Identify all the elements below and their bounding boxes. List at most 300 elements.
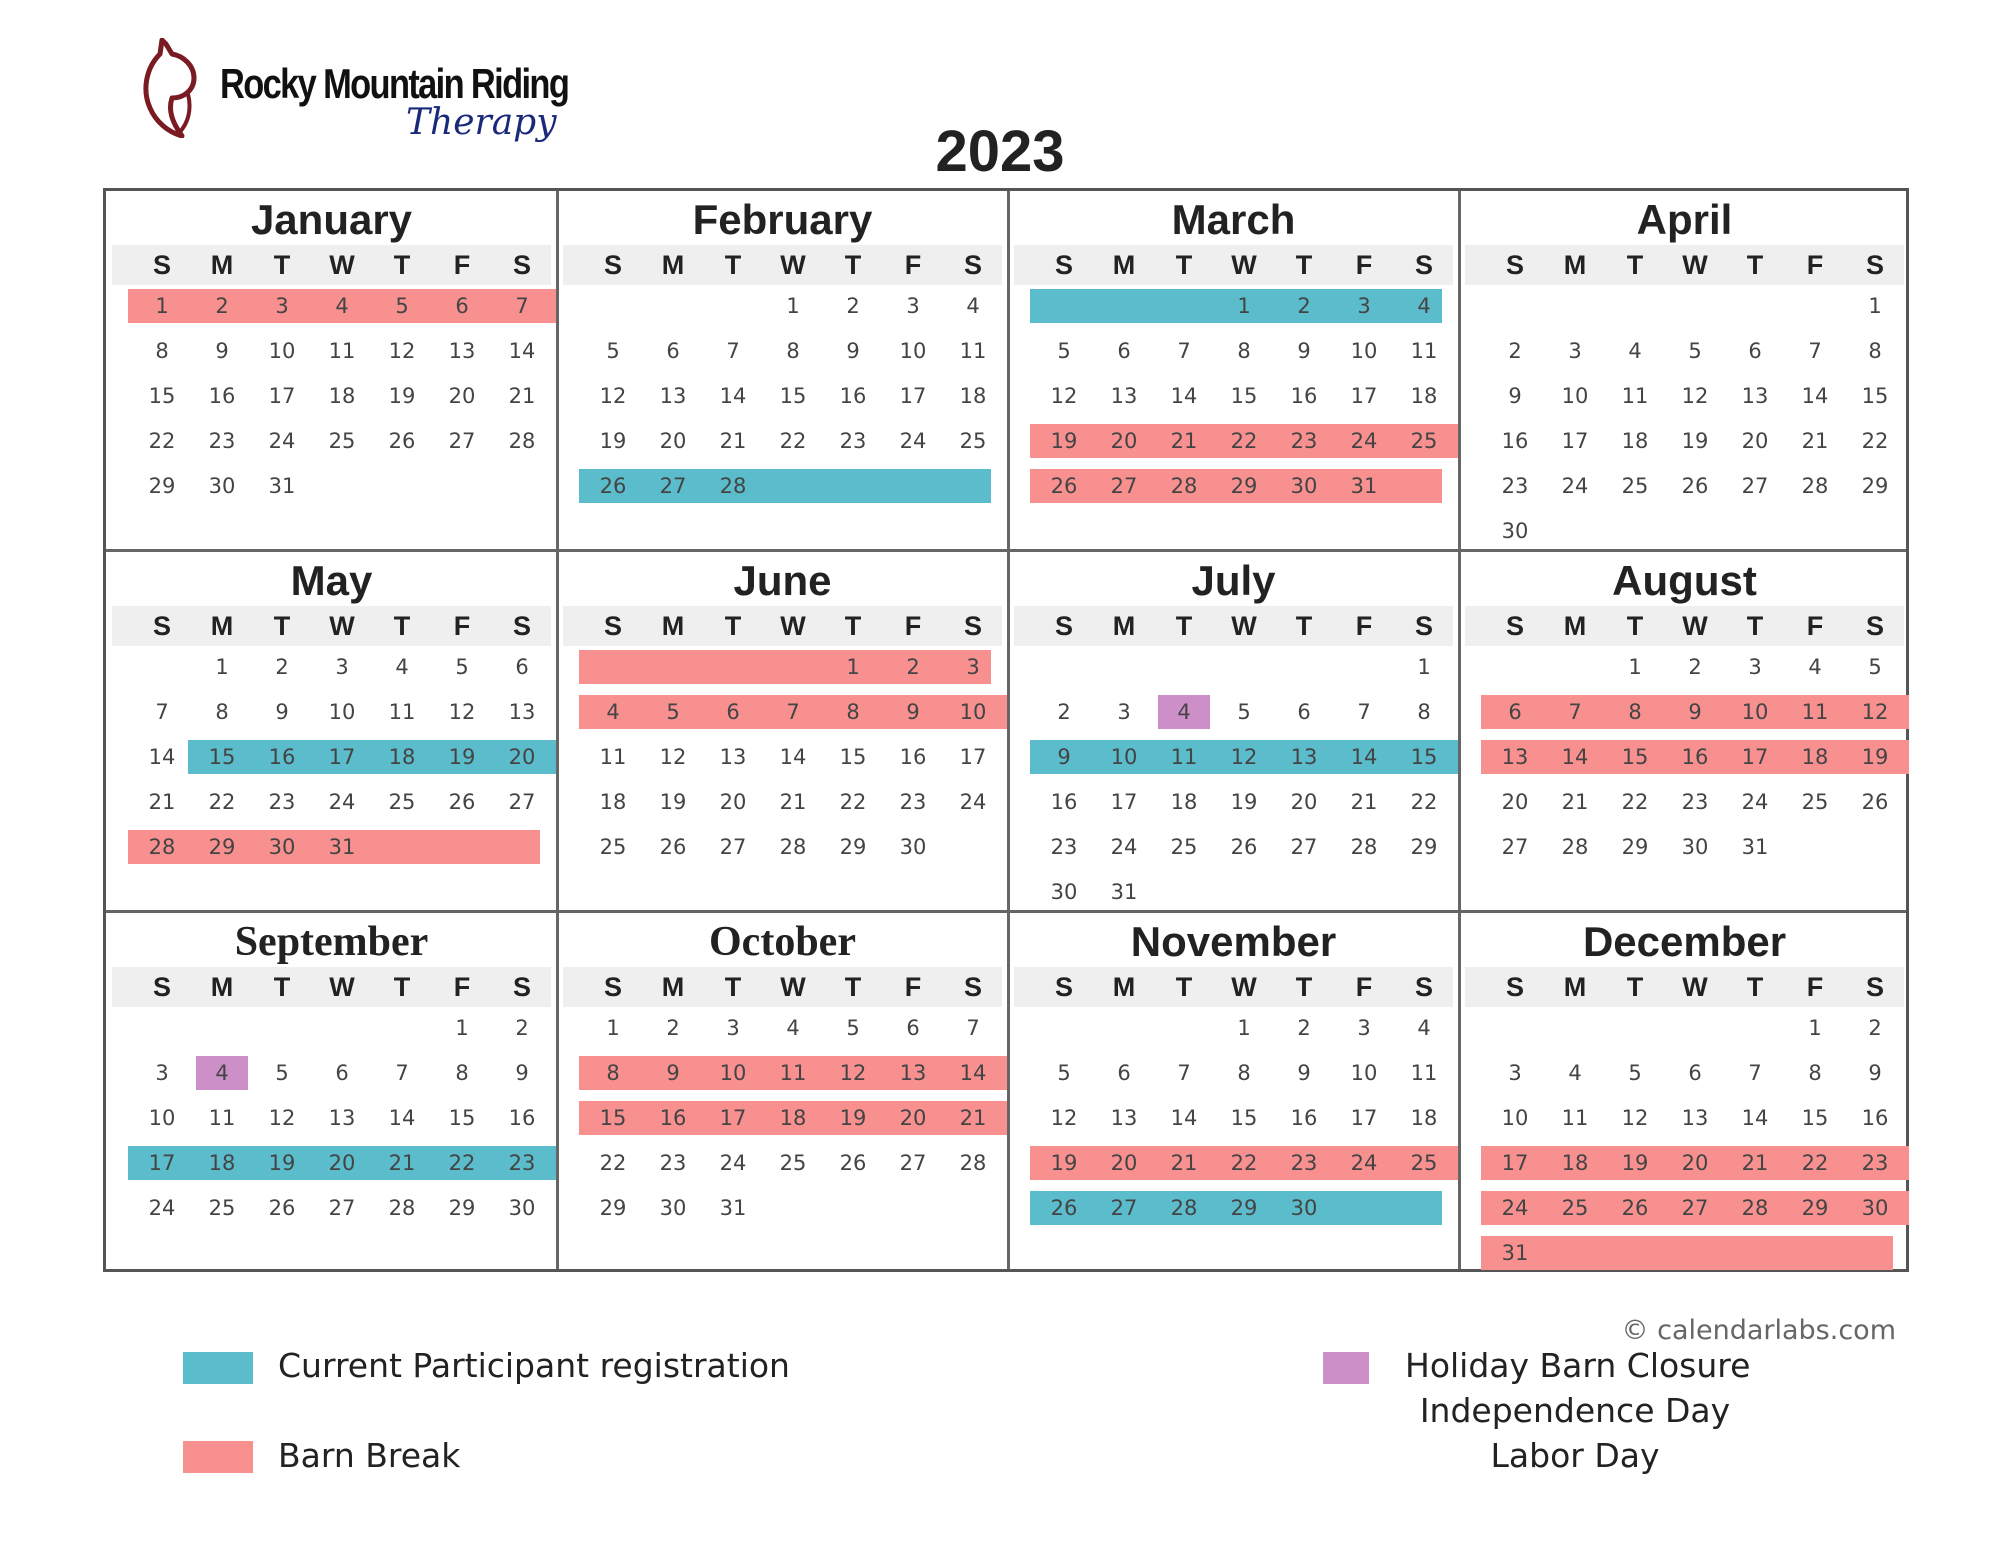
day-cell: 9 [1688, 700, 1702, 724]
day-cell: 28 [1741, 1196, 1769, 1220]
day-cell: 21 [148, 790, 176, 814]
day-cell: 13 [659, 384, 687, 408]
day-cell: 25 [388, 790, 416, 814]
weekday-label: T [1295, 972, 1313, 1002]
day-cell: 19 [388, 384, 416, 408]
day-cell: 16 [508, 1106, 536, 1130]
day-cell: 9 [515, 1061, 529, 1085]
day-cell: 25 [328, 429, 356, 453]
weekday-label: T [1746, 250, 1764, 280]
day-cell: 19 [599, 429, 627, 453]
day-cell: 31 [1741, 835, 1769, 859]
day-cell: 12 [1621, 1106, 1649, 1130]
day-cell: 25 [1410, 429, 1438, 453]
day-cell: 25 [1561, 1196, 1589, 1220]
weekday-label: T [1295, 250, 1313, 280]
day-cell: 23 [1501, 474, 1529, 498]
month-march [1008, 191, 1459, 552]
day-cell: 2 [1688, 655, 1702, 679]
day-cell: 27 [1681, 1196, 1709, 1220]
day-cell: 18 [328, 384, 356, 408]
day-cell: 7 [726, 339, 740, 363]
day-cell: 14 [779, 745, 807, 769]
weekday-label: T [273, 250, 291, 280]
day-cell: 8 [786, 339, 800, 363]
day-cell: 1 [786, 294, 800, 318]
day-cell: 16 [208, 384, 236, 408]
day-cell: 12 [388, 339, 416, 363]
day-cell: 8 [1868, 339, 1882, 363]
day-cell: 14 [388, 1106, 416, 1130]
day-cell: 5 [1237, 700, 1251, 724]
day-cell: 22 [779, 429, 807, 453]
day-cell: 3 [335, 655, 349, 679]
day-cell: 21 [508, 384, 536, 408]
legend-swatch-barn-break [183, 1441, 253, 1473]
weekday-label: F [1355, 250, 1373, 280]
day-cell: 19 [1681, 429, 1709, 453]
day-cell: 4 [215, 1061, 229, 1085]
day-cell: 13 [1290, 745, 1318, 769]
day-cell: 1 [1868, 294, 1882, 318]
day-cell: 29 [1230, 474, 1258, 498]
day-cell: 14 [1170, 1106, 1198, 1130]
weekday-label: S [1505, 250, 1524, 280]
day-cell: 6 [1117, 339, 1131, 363]
day-cell: 9 [1868, 1061, 1882, 1085]
day-cell: 15 [148, 384, 176, 408]
weekday-label: W [329, 972, 355, 1002]
day-cell: 7 [155, 700, 169, 724]
day-cell: 29 [599, 1196, 627, 1220]
weekday-label: M [661, 250, 685, 280]
day-cell: 9 [215, 339, 229, 363]
day-cell: 2 [846, 294, 860, 318]
weekday-label: M [661, 611, 685, 641]
day-cell: 17 [1741, 745, 1769, 769]
day-cell: 8 [1417, 700, 1431, 724]
day-cell: 18 [1170, 790, 1198, 814]
month-title: September [234, 919, 429, 965]
day-cell: 11 [1170, 745, 1198, 769]
day-cell: 28 [1170, 1196, 1198, 1220]
month-february [557, 191, 1008, 552]
day-cell: 25 [1170, 835, 1198, 859]
day-cell: 28 [779, 835, 807, 859]
day-cell: 19 [1050, 1151, 1078, 1175]
day-cell: 14 [1350, 745, 1378, 769]
day-cell: 22 [839, 790, 867, 814]
day-cell: 20 [719, 790, 747, 814]
weekday-label: T [1626, 611, 1644, 641]
weekday-label: W [1231, 972, 1257, 1002]
day-cell: 27 [448, 429, 476, 453]
weekday-label: S [1505, 972, 1524, 1002]
weekday-label: S [152, 611, 171, 641]
day-cell: 19 [659, 790, 687, 814]
day-cell: 27 [1110, 1196, 1138, 1220]
weekday-label: T [273, 972, 291, 1002]
weekday-label: T [844, 250, 862, 280]
month-title: May [290, 557, 373, 604]
day-cell: 23 [1290, 1151, 1318, 1175]
day-cell: 27 [899, 1151, 927, 1175]
day-cell: 30 [1681, 835, 1709, 859]
day-cell: 18 [599, 790, 627, 814]
day-cell: 24 [1561, 474, 1589, 498]
day-cell: 26 [599, 474, 627, 498]
day-cell: 15 [1801, 1106, 1829, 1130]
weekday-label: S [1865, 250, 1884, 280]
day-cell: 24 [1501, 1196, 1529, 1220]
day-cell: 11 [1561, 1106, 1589, 1130]
day-cell: 4 [606, 700, 620, 724]
day-cell: 12 [1861, 700, 1889, 724]
day-cell: 27 [1110, 474, 1138, 498]
day-cell: 30 [659, 1196, 687, 1220]
day-cell: 22 [1410, 790, 1438, 814]
day-cell: 7 [1808, 339, 1822, 363]
day-cell: 24 [1110, 835, 1138, 859]
calendar-grid [103, 188, 1909, 1272]
weekday-label: T [1175, 611, 1193, 641]
day-cell: 17 [148, 1151, 176, 1175]
day-cell: 26 [388, 429, 416, 453]
day-cell: 19 [1230, 790, 1258, 814]
day-cell: 29 [1801, 1196, 1829, 1220]
day-cell: 9 [1057, 745, 1071, 769]
day-cell: 30 [1861, 1196, 1889, 1220]
day-cell: 16 [659, 1106, 687, 1130]
day-cell: 7 [1357, 700, 1371, 724]
day-cell: 29 [1621, 835, 1649, 859]
day-cell: 10 [959, 700, 987, 724]
day-cell: 4 [1568, 1061, 1582, 1085]
day-cell: 29 [448, 1196, 476, 1220]
day-cell: 30 [508, 1196, 536, 1220]
day-cell: 14 [1801, 384, 1829, 408]
day-cell: 8 [846, 700, 860, 724]
day-cell: 3 [275, 294, 289, 318]
day-cell: 29 [1861, 474, 1889, 498]
day-cell: 1 [1808, 1016, 1822, 1040]
day-cell: 13 [1501, 745, 1529, 769]
month-april [1459, 191, 1910, 552]
day-cell: 3 [966, 655, 980, 679]
day-cell: 7 [966, 1016, 980, 1040]
day-cell: 10 [148, 1106, 176, 1130]
day-cell: 7 [395, 1061, 409, 1085]
day-cell: 26 [839, 1151, 867, 1175]
weekday-label: W [1682, 250, 1708, 280]
weekday-label: T [844, 611, 862, 641]
weekday-label: S [1054, 250, 1073, 280]
day-cell: 30 [208, 474, 236, 498]
day-cell: 6 [515, 655, 529, 679]
weekday-label: S [603, 611, 622, 641]
day-cell: 8 [1237, 339, 1251, 363]
day-cell: 28 [1350, 835, 1378, 859]
day-cell: 10 [1741, 700, 1769, 724]
day-cell: 18 [208, 1151, 236, 1175]
day-cell: 5 [395, 294, 409, 318]
day-cell: 21 [1170, 1151, 1198, 1175]
weekday-label: F [1806, 250, 1824, 280]
day-cell: 8 [155, 339, 169, 363]
weekday-label: S [1054, 972, 1073, 1002]
weekday-label: T [844, 972, 862, 1002]
day-cell: 6 [666, 339, 680, 363]
day-cell: 24 [1350, 429, 1378, 453]
weekday-label: T [724, 972, 742, 1002]
weekday-label: T [1746, 611, 1764, 641]
day-cell: 27 [659, 474, 687, 498]
day-cell: 1 [155, 294, 169, 318]
day-cell: 7 [1568, 700, 1582, 724]
day-cell: 21 [1741, 1151, 1769, 1175]
day-cell: 29 [1410, 835, 1438, 859]
weekday-label: W [1682, 611, 1708, 641]
day-cell: 2 [1508, 339, 1522, 363]
day-cell: 26 [659, 835, 687, 859]
day-cell: 28 [719, 474, 747, 498]
day-cell: 20 [1290, 790, 1318, 814]
day-cell: 17 [1501, 1151, 1529, 1175]
day-cell: 5 [275, 1061, 289, 1085]
day-cell: 3 [906, 294, 920, 318]
weekday-label: W [329, 250, 355, 280]
weekday-label: S [963, 611, 982, 641]
day-cell: 15 [599, 1106, 627, 1130]
day-cell: 1 [1237, 294, 1251, 318]
weekday-label: M [1112, 972, 1136, 1002]
weekday-label: S [512, 611, 531, 641]
day-cell: 28 [1170, 474, 1198, 498]
day-cell: 7 [786, 700, 800, 724]
day-cell: 15 [208, 745, 236, 769]
day-cell: 6 [335, 1061, 349, 1085]
weekday-label: T [724, 611, 742, 641]
day-cell: 9 [275, 700, 289, 724]
day-cell: 8 [1808, 1061, 1822, 1085]
day-cell: 23 [1681, 790, 1709, 814]
day-cell: 8 [1628, 700, 1642, 724]
weekday-label: M [1563, 250, 1587, 280]
day-cell: 24 [148, 1196, 176, 1220]
day-cell: 3 [155, 1061, 169, 1085]
day-cell: 6 [1297, 700, 1311, 724]
day-cell: 17 [328, 745, 356, 769]
month-july [1008, 552, 1459, 913]
day-cell: 16 [1290, 1106, 1318, 1130]
day-cell: 2 [1297, 1016, 1311, 1040]
legend-label-registration: Current Participant registration [278, 1346, 790, 1385]
day-cell: 4 [1417, 1016, 1431, 1040]
weekday-label: T [393, 972, 411, 1002]
day-cell: 7 [1177, 1061, 1191, 1085]
month-title: December [1582, 918, 1787, 965]
day-cell: 24 [1350, 1151, 1378, 1175]
day-cell: 18 [1410, 384, 1438, 408]
day-cell: 17 [1350, 384, 1378, 408]
day-cell: 6 [906, 1016, 920, 1040]
day-cell: 18 [959, 384, 987, 408]
month-august [1459, 552, 1910, 913]
day-cell: 11 [779, 1061, 807, 1085]
day-cell: 16 [1290, 384, 1318, 408]
day-cell: 17 [899, 384, 927, 408]
weekday-label: M [1112, 611, 1136, 641]
day-cell: 13 [1741, 384, 1769, 408]
weekday-label: W [780, 611, 806, 641]
day-cell: 4 [335, 294, 349, 318]
day-cell: 20 [659, 429, 687, 453]
weekday-label: S [1865, 611, 1884, 641]
day-cell: 7 [515, 294, 529, 318]
day-cell: 11 [328, 339, 356, 363]
day-cell: 4 [1808, 655, 1822, 679]
month-title: July [1191, 557, 1276, 604]
day-cell: 21 [719, 429, 747, 453]
day-cell: 12 [268, 1106, 296, 1130]
day-cell: 12 [1050, 1106, 1078, 1130]
weekday-label: F [453, 611, 471, 641]
month-title: February [692, 196, 873, 243]
day-cell: 4 [1628, 339, 1642, 363]
weekday-label: F [1355, 972, 1373, 1002]
day-cell: 15 [1230, 384, 1258, 408]
weekday-label: T [1746, 972, 1764, 1002]
day-cell: 24 [959, 790, 987, 814]
day-cell: 10 [719, 1061, 747, 1085]
day-cell: 26 [1230, 835, 1258, 859]
day-cell: 7 [1748, 1061, 1762, 1085]
weekday-label: F [1355, 611, 1373, 641]
day-cell: 2 [1297, 294, 1311, 318]
weekday-label: S [152, 250, 171, 280]
day-cell: 8 [606, 1061, 620, 1085]
day-cell: 16 [268, 745, 296, 769]
weekday-label: T [724, 250, 742, 280]
day-cell: 22 [208, 790, 236, 814]
weekday-label: S [152, 972, 171, 1002]
day-cell: 4 [786, 1016, 800, 1040]
day-cell: 1 [215, 655, 229, 679]
day-cell: 4 [395, 655, 409, 679]
weekday-label: S [1414, 972, 1433, 1002]
day-cell: 15 [839, 745, 867, 769]
weekday-label: T [1295, 611, 1313, 641]
legend-label-barn-break: Barn Break [278, 1436, 461, 1475]
day-cell: 28 [148, 835, 176, 859]
day-cell: 15 [1861, 384, 1889, 408]
day-cell: 31 [1501, 1241, 1529, 1265]
day-cell: 16 [839, 384, 867, 408]
day-cell: 15 [1621, 745, 1649, 769]
day-cell: 20 [448, 384, 476, 408]
day-cell: 9 [1297, 1061, 1311, 1085]
day-cell: 12 [599, 384, 627, 408]
day-cell: 28 [1561, 835, 1589, 859]
day-cell: 21 [779, 790, 807, 814]
weekday-label: S [1414, 611, 1433, 641]
day-cell: 24 [1741, 790, 1769, 814]
legend-swatch-holiday [1323, 1352, 1369, 1384]
day-cell: 5 [1868, 655, 1882, 679]
day-cell: 10 [1501, 1106, 1529, 1130]
weekday-label: F [453, 972, 471, 1002]
day-cell: 15 [779, 384, 807, 408]
day-cell: 31 [268, 474, 296, 498]
day-cell: 24 [268, 429, 296, 453]
weekday-label: S [963, 250, 982, 280]
day-cell: 2 [906, 655, 920, 679]
day-cell: 30 [1501, 519, 1529, 543]
weekday-label: S [603, 250, 622, 280]
day-cell: 5 [455, 655, 469, 679]
day-cell: 17 [1350, 1106, 1378, 1130]
day-cell: 20 [899, 1106, 927, 1130]
month-december [1459, 913, 1910, 1274]
day-cell: 3 [1357, 294, 1371, 318]
month-title: June [733, 557, 832, 604]
day-cell: 31 [1110, 880, 1138, 904]
day-cell: 17 [1110, 790, 1138, 814]
weekday-label: F [453, 250, 471, 280]
day-cell: 6 [455, 294, 469, 318]
day-cell: 30 [1290, 1196, 1318, 1220]
day-cell: 20 [508, 745, 536, 769]
day-cell: 17 [1561, 429, 1589, 453]
day-cell: 17 [268, 384, 296, 408]
day-cell: 23 [268, 790, 296, 814]
day-cell: 20 [1110, 429, 1138, 453]
day-cell: 26 [1050, 474, 1078, 498]
day-cell: 1 [1237, 1016, 1251, 1040]
weekday-label: W [1231, 611, 1257, 641]
day-cell: 13 [899, 1061, 927, 1085]
day-cell: 26 [1681, 474, 1709, 498]
day-cell: 26 [1621, 1196, 1649, 1220]
day-cell: 27 [328, 1196, 356, 1220]
day-cell: 15 [448, 1106, 476, 1130]
day-cell: 23 [1290, 429, 1318, 453]
weekday-label: T [1626, 972, 1644, 1002]
day-cell: 23 [839, 429, 867, 453]
day-cell: 4 [966, 294, 980, 318]
legend-label-holiday: Holiday Barn Closure [1405, 1346, 1751, 1385]
weekday-label: M [1563, 972, 1587, 1002]
day-cell: 14 [1170, 384, 1198, 408]
day-cell: 12 [448, 700, 476, 724]
weekday-label: F [904, 611, 922, 641]
day-cell: 10 [268, 339, 296, 363]
day-cell: 18 [1621, 429, 1649, 453]
day-cell: 12 [839, 1061, 867, 1085]
day-cell: 16 [1681, 745, 1709, 769]
day-cell: 11 [1410, 339, 1438, 363]
day-cell: 21 [1170, 429, 1198, 453]
day-cell: 16 [1050, 790, 1078, 814]
month-title: January [250, 196, 413, 243]
legend-swatch-registration [183, 1352, 253, 1384]
day-cell: 20 [1681, 1151, 1709, 1175]
day-cell: 5 [666, 700, 680, 724]
month-october [557, 913, 1008, 1274]
weekday-label: S [1414, 250, 1433, 280]
day-cell: 11 [1621, 384, 1649, 408]
day-cell: 3 [1748, 655, 1762, 679]
